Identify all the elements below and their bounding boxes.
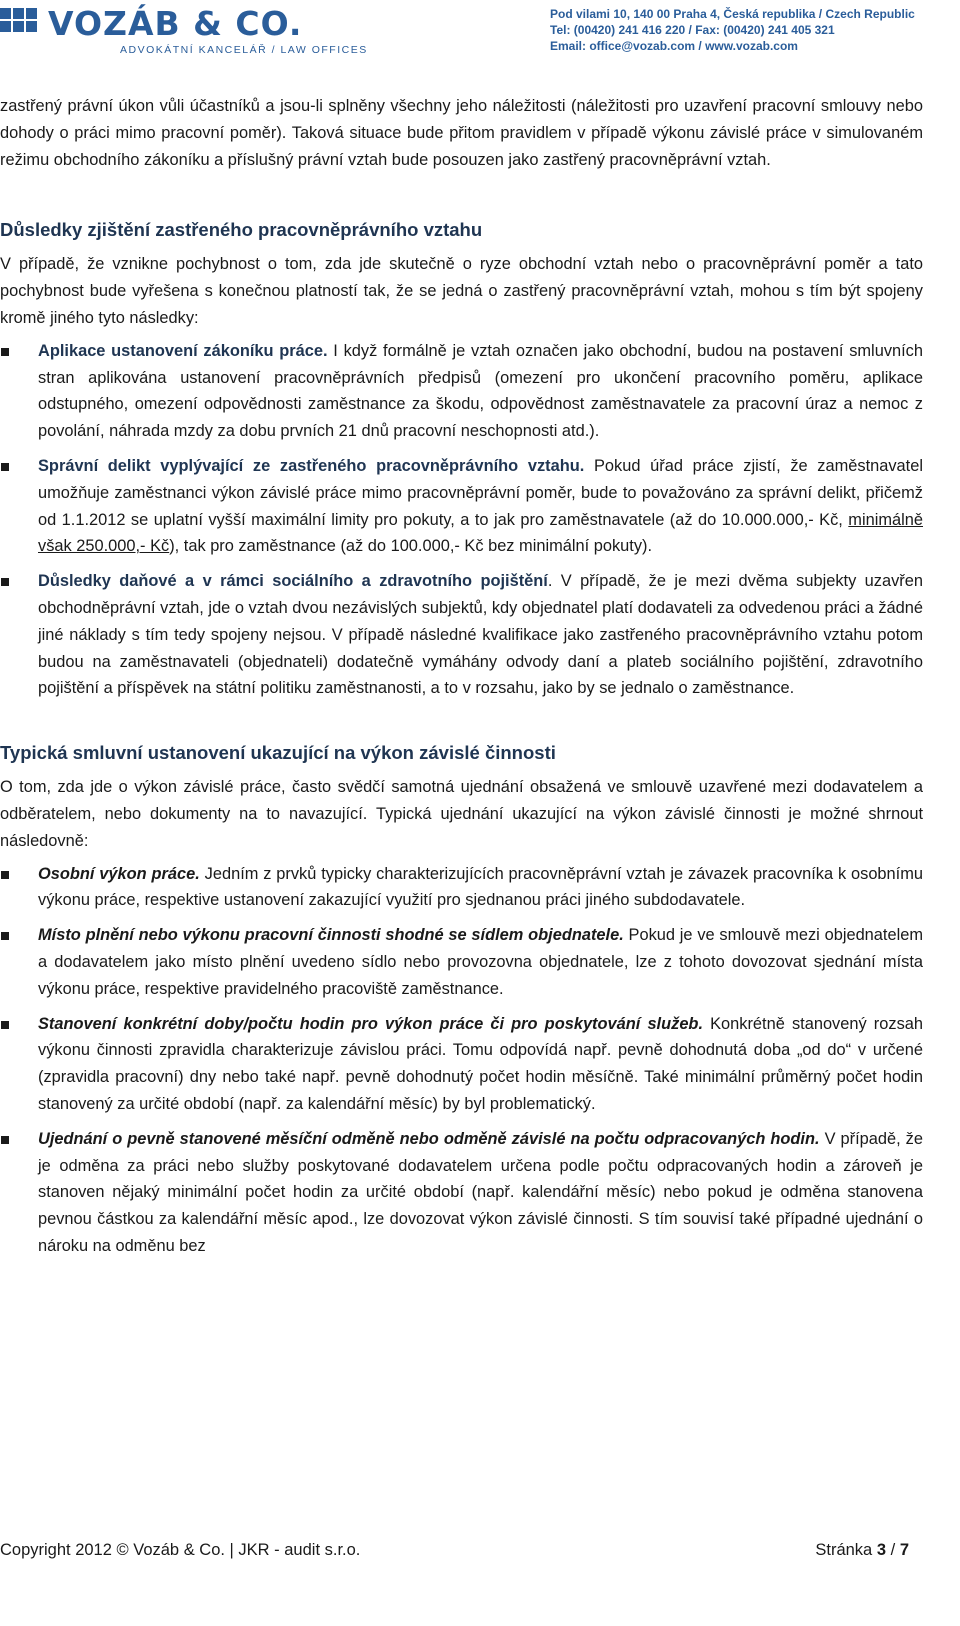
list-item-text: Jedním z prvků typicky charakterizujících pracovněprávní vztah je závazek pracovníka k osobnímu výkonu práce, respektive ustanovení zakazující využití pro sjednanou práci jiného subdodavatele.: [38, 864, 923, 910]
square-bullet-icon: [1, 1136, 9, 1144]
list-item-text-after: ), tak pro zaměstnance (až do 100.000,- Kč bez minimální pokuty).: [169, 537, 653, 556]
document-body: [0, 93, 923, 1268]
list-item-text: . V případě, že je mezi dvěma subjekty uzavřen obchodněprávní vztah, jde o vztah dvou nezávislých subjektů, kdy objednatel platí dodavateli za odvedenou práci a žádné jiné náklady s tím tedy spojeny nejsou. V případě následné kvalifikace jako zastřeného pracovněprávního vztahu potom budou na zaměstnavateli (objednateli) dodatečně vymáhány odvody daní a plateb sociálního pojištění, zdravotního pojištění a příspěvek na státní politiku zaměstnanosti, a to v rozsahu, jako by se jednalo o zaměstnance.: [38, 572, 923, 698]
list-item: [0, 1011, 923, 1118]
list-item: [0, 922, 923, 1002]
square-bullet-icon: [1, 871, 9, 879]
list-item-lead: Místo plnění nebo výkonu pracovní činnosti shodné se sídlem objednatele.: [38, 926, 624, 945]
page-total: 7: [899, 1541, 909, 1559]
list-item-text: Pokud úřad práce zjistí, že zaměstnavatel umožňuje zaměstnanci výkon závislé práce mimo pracovněprávní poměr, bude to považováno za správní delikt, přičemž od 1.1.2012 se uplatní vyšší maximální limity pro pokuty, a to jak pro zaměstnavatele (až do 10.000.000,- Kč,: [38, 456, 923, 529]
logo-squares-icon: [0, 8, 40, 32]
page-footer: [0, 1541, 923, 1567]
logo-subtitle: ADVOKÁTNÍ KANCELÁŘ / LAW OFFICES: [120, 44, 368, 56]
list-item: [0, 453, 923, 560]
page-label: Stránka: [815, 1541, 873, 1559]
logo-name: VOZÁB & CO.: [48, 4, 303, 43]
square-bullet-icon: [1, 348, 9, 356]
list-item-text: V případě, že je odměna za práci nebo služby poskytované dodavatelem určena podle počtu odpracovaných hodin a zároveň je stanoven nějaký minimální počet hodin za určité období (např. kalendářní měsíc) nebo pokud je odměna stanovena pevnou částkou za kalendářní měsíc apod., lze dovozovat výkon závislé činnosti. S tím souvisí také případné ujednání o nároku na odměnu bez: [38, 1129, 923, 1255]
page-separator: /: [890, 1541, 896, 1559]
list-item-lead: Osobní výkon práce.: [38, 864, 200, 883]
consequences-list: [0, 338, 923, 702]
section-paragraph-consequences: V případě, že vznikne pochybnost o tom, zda jde skutečně o ryze obchodní vztah nebo o pracovněprávní poměr a tato pochybnost bude vyřešena s konečnou platností tak, že se jedná o zastřený pracovněprávní vztah, mohou s tím být spojeny kromě jiného tyto následky:: [0, 255, 923, 327]
list-item-lead: Ujednání o pevně stanovené měsíční odměně nebo odměně závislé na počtu odpracovaných hodin.: [38, 1129, 820, 1148]
square-bullet-icon: [1, 1021, 9, 1029]
section-heading-consequences: Důsledky zjištění zastřeného pracovněprávního vztahu: [0, 219, 483, 241]
square-bullet-icon: [1, 578, 9, 586]
list-item-text: Konkrétně stanovený rozsah výkonu činnosti zpravidla charakterizuje závislou práci. Tomu odpovídá např. pevně dohodnutá doba „od do“ v určené (zpravidla pracovní) dny nebo také např. pevně dohodnutý počet hodin měsíčně. Také minimální průměrný počet hodin stanovený za určité období (např. za kalendářní měsíc) by byl problematický.: [38, 1014, 923, 1113]
contact-block: [550, 6, 930, 54]
section-heading-contract-terms: Typická smluvní ustanovení ukazující na výkon závislé činnosti: [0, 742, 556, 764]
list-item-underlined-text: minimálně však 250.000,- Kč: [38, 510, 923, 556]
list-item: [0, 568, 923, 702]
list-item-lead: Stanovení konkrétní doby/počtu hodin pro výkon práce či pro poskytování služeb.: [38, 1014, 703, 1033]
page-header: [0, 0, 960, 60]
list-item: [0, 338, 923, 445]
section-paragraph-contract-terms: O tom, zda jde o výkon závislé práce, často svědčí samotná ujednání obsažená ve smlouvě uzavřené mezi dodavatelem a odběratelem, nebo dokumenty na to navazující. Typická ujednání ukazující na výkon závislé činnosti je možné shrnout následovně:: [0, 778, 923, 850]
contact-address: Pod vilami 10, 140 00 Praha 4, Česká republika / Czech Republic: [550, 7, 915, 21]
list-item: [0, 861, 923, 915]
list-item-text: I když formálně je vztah označen jako obchodní, budou na postavení smluvních stran aplikována ustanovení pracovněprávních předpisů (omezení pro ukončení pracovního poměru, aplikace odstupného, omezení odpovědnosti zaměstnance za škodu, odpovědnost zaměstnavatele za pracovní úraz a nemoc z povolání, náhrada mzdy za dobu prvních 21 dnů pracovní neschopnosti atd.).: [38, 341, 923, 441]
square-bullet-icon: [1, 932, 9, 940]
contact-phone: Tel: (00420) 241 416 220 / Fax: (00420) 241 405 321: [550, 23, 835, 37]
list-item-text: Pokud je ve smlouvě mezi objednatelem a dodavatelem jako místo plnění uvedeno sídlo nebo provozovna objednatele, lze z tohoto dovozovat sjednání místa výkonu práce, respektive pravidelného pracoviště zaměstnance.: [38, 926, 923, 998]
company-logo: [0, 4, 400, 56]
page-number: [815, 1541, 909, 1560]
intro-paragraph: zastřený právní úkon vůli účastníků a jsou-li splněny všechny jeho náležitosti (náležitosti pro uzavření pracovní smlouvy nebo dohody o práci mimo pracovní poměr). Taková situace bude přitom pravidlem v případě výkonu závislé práce v simulovaném režimu obchodního zákoníku a příslušný právní vztah bude posouzen jako zastřený pracovněprávní vztah.: [0, 97, 923, 169]
list-item-lead: Správní delikt vyplývající ze zastřeného pracovněprávního vztahu.: [38, 456, 585, 475]
contract-terms-list: [0, 861, 923, 1260]
square-bullet-icon: [1, 463, 9, 471]
footer-copyright: Copyright 2012 © Vozáb & Co. | JKR - audit s.r.o.: [0, 1541, 361, 1559]
list-item-lead: Aplikace ustanovení zákoníku práce.: [38, 341, 328, 360]
contact-email[interactable]: Email: office@vozab.com / www.vozab.com: [550, 39, 798, 53]
page-current: 3: [876, 1541, 887, 1559]
list-item-lead: Důsledky daňové a v rámci sociálního a zdravotního pojištění: [38, 572, 548, 591]
list-item: [0, 1126, 923, 1260]
